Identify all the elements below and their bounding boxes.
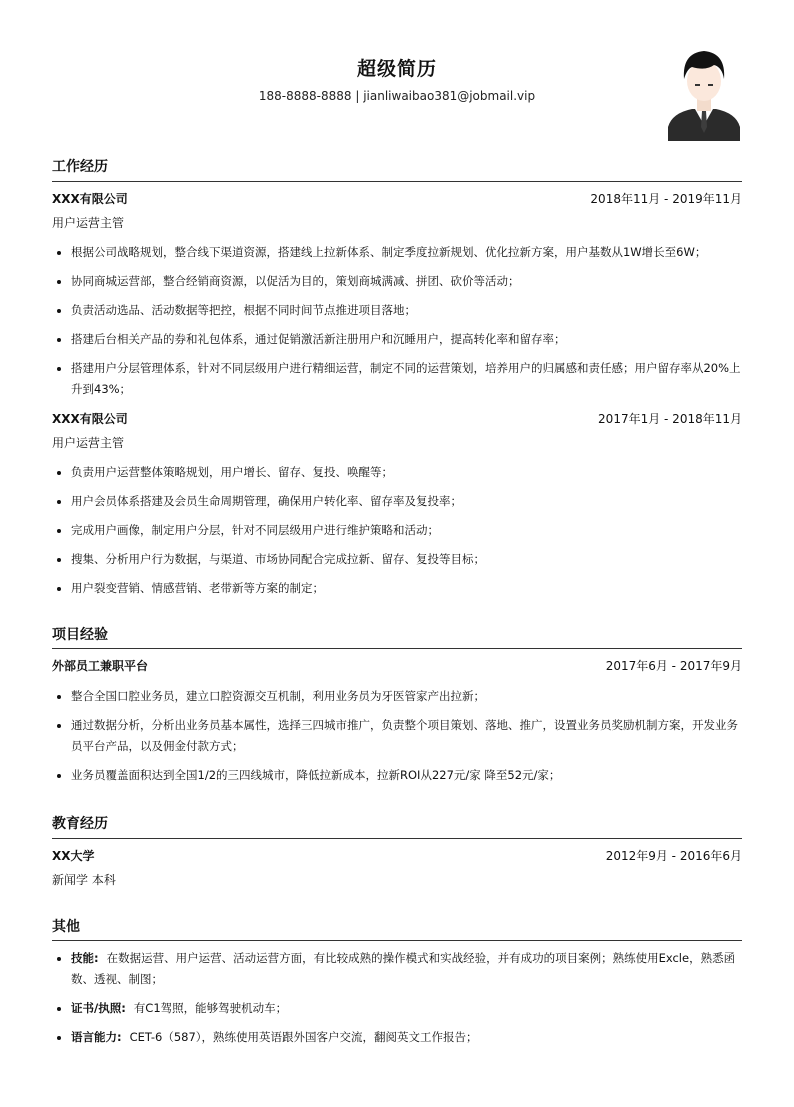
list-item: • 用户会员体系搭建及会员生命周期管理，确保用户转化率、留存率及复投率； bbox=[71, 491, 742, 512]
contact-info: 188-8888-8888 | jianliwaibao381@jobmail.vip bbox=[258, 89, 536, 103]
job-role: 用户运营主管 bbox=[52, 216, 125, 230]
list-item bbox=[71, 948, 742, 990]
list-item: • 根据公司战略规划，整合线下渠道资源，搭建线上拉新体系、制定季度拉新规划、优化拉新方案，用户基数从1W增长至6W； bbox=[71, 242, 742, 263]
divider bbox=[52, 181, 742, 182]
item-label: 语言能力: bbox=[71, 1030, 122, 1044]
item-label: 技能: bbox=[71, 951, 99, 965]
divider bbox=[52, 648, 742, 649]
divider bbox=[52, 838, 742, 839]
school-name: XX大学 bbox=[52, 849, 95, 863]
company-name: XXX有限公司 bbox=[52, 412, 128, 426]
list-item: • 搭建后台相关产品的券和礼包体系，通过促销激活新注册用户和沉睡用户，提高转化率和留存率； bbox=[71, 329, 742, 350]
divider bbox=[52, 940, 742, 941]
other-list bbox=[52, 948, 742, 1056]
company-name: XXX有限公司 bbox=[52, 192, 128, 206]
job-header bbox=[52, 189, 742, 209]
list-item: • 搭建用户分层管理体系，针对不同层级用户进行精细运营，制定不同的运营策划，培养用户的归属感和责任感；用户留存率从20%上升到43%； bbox=[71, 358, 742, 400]
list-item: • 业务员覆盖面积达到全国1/2的三四线城市，降低拉新成本，拉新ROI从227元/家 降至52元/家； bbox=[71, 765, 742, 786]
list-item: • 通过数据分析，分析出业务员基本属性，选择三四城市推广，负责整个项目策划、落地、推广，设置业务员奖励机制方案，开发业务员平台产品，以及佣金付款方式； bbox=[71, 715, 742, 757]
resume-name: 超级简历 bbox=[356, 58, 437, 80]
section-title-work: 工作经历 bbox=[52, 159, 108, 175]
item-text: CET-6（587），熟练使用英语跟外国客户交流，翻阅英文工作报告； bbox=[129, 1030, 478, 1044]
section-title-education: 教育经历 bbox=[52, 816, 108, 832]
list-item: • 用户裂变营销、情感营销、老带新等方案的制定； bbox=[71, 578, 742, 599]
item-label: 证书/执照: bbox=[71, 1001, 126, 1015]
avatar bbox=[668, 47, 740, 141]
list-item: • 协同商城运营部，整合经销商资源，以促活为目的，策划商城满减、拼团、砍价等活动； bbox=[71, 271, 742, 292]
project-name: 外部员工兼职平台 bbox=[52, 659, 149, 673]
section-title-projects: 项目经验 bbox=[52, 627, 108, 643]
item-text: 在数据运营、用户运营、活动运营方面，有比较成熟的操作模式和实战经验，并有成功的项目案例；熟练使用Excle，熟悉函数、透视、制图； bbox=[71, 951, 736, 986]
date-range: 2017年1月 - 2018年11月 bbox=[598, 412, 742, 426]
list-item bbox=[71, 1027, 742, 1048]
project-header bbox=[52, 656, 742, 676]
date-range: 2012年9月 - 2016年6月 bbox=[605, 849, 742, 863]
project-bullets bbox=[52, 686, 742, 794]
list-item: • 整合全国口腔业务员，建立口腔资源交互机制，利用业务员为牙医管家产出拉新； bbox=[71, 686, 742, 707]
date-range: 2018年11月 - 2019年11月 bbox=[590, 192, 742, 206]
item-text: 有C1驾照，能够驾驶机动车； bbox=[133, 1001, 288, 1015]
section-title-other: 其他 bbox=[52, 919, 80, 935]
job-bullets bbox=[52, 462, 742, 607]
degree: 新闻学 本科 bbox=[52, 873, 116, 887]
list-item: • 负责用户运营整体策略规划，用户增长、留存、复投、唤醒等； bbox=[71, 462, 742, 483]
job-bullets bbox=[52, 242, 742, 408]
list-item: • 完成用户画像，制定用户分层，针对不同层级用户进行维护策略和活动； bbox=[71, 520, 742, 541]
job-role: 用户运营主管 bbox=[52, 436, 125, 450]
list-item: • 搜集、分析用户行为数据，与渠道、市场协同配合完成拉新、留存、复投等目标； bbox=[71, 549, 742, 570]
list-item: • 负责活动选品、活动数据等把控，根据不同时间节点推进项目落地； bbox=[71, 300, 742, 321]
education-header bbox=[52, 846, 742, 866]
list-item bbox=[71, 998, 742, 1019]
date-range: 2017年6月 - 2017年9月 bbox=[605, 659, 742, 673]
job-header bbox=[52, 409, 742, 429]
